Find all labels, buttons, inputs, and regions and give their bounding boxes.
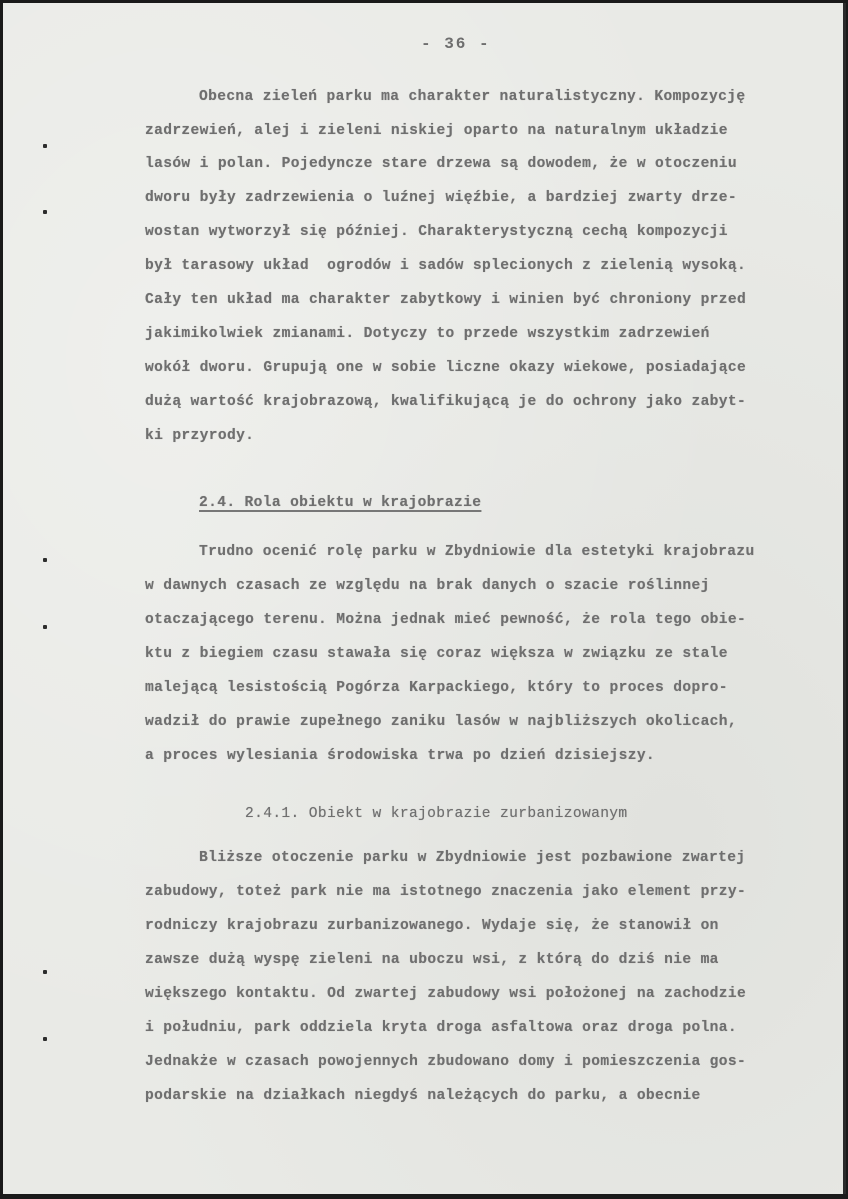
page-number: - 36 - xyxy=(421,35,491,53)
margin-dot xyxy=(43,558,47,562)
text-line: Obecna zieleń parku ma charakter naturalistyczny. Kompozycję xyxy=(199,89,746,105)
text-line: podarskie na działkach niegdyś należących do parku, a obecnie xyxy=(145,1088,701,1104)
text-line: ki przyrody. xyxy=(145,428,255,444)
text-line: Cały ten układ ma charakter zabytkowy i winien być chroniony przed xyxy=(145,292,747,308)
text-line: dworu były zadrzewienia o luźnej więźbie, a bardziej zwarty drze- xyxy=(145,190,737,206)
text-line: otaczającego terenu. Można jednak mieć pewność, że rola tego obie- xyxy=(145,612,747,628)
text-line: był tarasowy układ ogrodów i sadów splecionych z zielenią wysoką. xyxy=(145,258,747,274)
text-line: dużą wartość krajobrazową, kwalifikującą je do ochrony jako zabyt- xyxy=(145,394,747,410)
margin-dot xyxy=(43,625,47,629)
text-line: i południu, park oddziela kryta droga asfaltowa oraz droga polna. xyxy=(145,1020,737,1036)
text-line: zawsze dużą wyspę zieleni na uboczu wsi, z którą do dziś nie ma xyxy=(145,952,719,968)
subsection-heading: 2.4.1. Obiekt w krajobrazie zurbanizowanym xyxy=(245,806,628,822)
text-line: lasów i polan. Pojedyncze stare drzewa są dowodem, że w otoczeniu xyxy=(145,156,737,172)
text-line: w dawnych czasach ze względu na brak danych o szacie roślinnej xyxy=(145,578,710,594)
margin-dot xyxy=(43,1037,47,1041)
text-line: malejącą lesistością Pogórza Karpackiego, który to proces dopro- xyxy=(145,680,728,696)
section-heading: 2.4. Rola obiektu w krajobrazie xyxy=(199,495,482,511)
text-line: Trudno ocenić rolę parku w Zbydniowie dla estetyki krajobrazu xyxy=(199,544,755,560)
text-line: Bliższe otoczenie parku w Zbydniowie jest pozbawione zwartej xyxy=(199,850,746,866)
text-line: wostan wytworzył się później. Charakterystyczną cechą kompozycji xyxy=(145,224,728,240)
margin-dot xyxy=(43,210,47,214)
text-line: ktu z biegiem czasu stawała się coraz większa w związku ze stale xyxy=(145,646,728,662)
text-line: zadrzewień, alej i zieleni niskiej oparto na naturalnym układzie xyxy=(145,123,728,139)
margin-dot xyxy=(43,970,47,974)
text-line: zabudowy, toteż park nie ma istotnego znaczenia jako element przy- xyxy=(145,884,747,900)
margin-dot xyxy=(43,144,47,148)
text-line: Jednakże w czasach powojennych zbudowano domy i pomieszczenia gos- xyxy=(145,1054,747,1070)
text-line: a proces wylesiania środowiska trwa po dzień dzisiejszy. xyxy=(145,748,656,764)
text-line: większego kontaktu. Od zwartej zabudowy wsi położonej na zachodzie xyxy=(145,986,747,1002)
text-line: rodniczy krajobrazu zurbanizowanego. Wydaje się, że stanowił on xyxy=(145,918,719,934)
text-line: wadził do prawie zupełnego zaniku lasów w najbliższych okolicach, xyxy=(145,714,737,730)
document-page xyxy=(3,3,846,1194)
text-line: wokół dworu. Grupują one w sobie liczne okazy wiekowe, posiadające xyxy=(145,360,747,376)
text-line: jakimikolwiek zmianami. Dotyczy to przede wszystkim zadrzewień xyxy=(145,326,710,342)
